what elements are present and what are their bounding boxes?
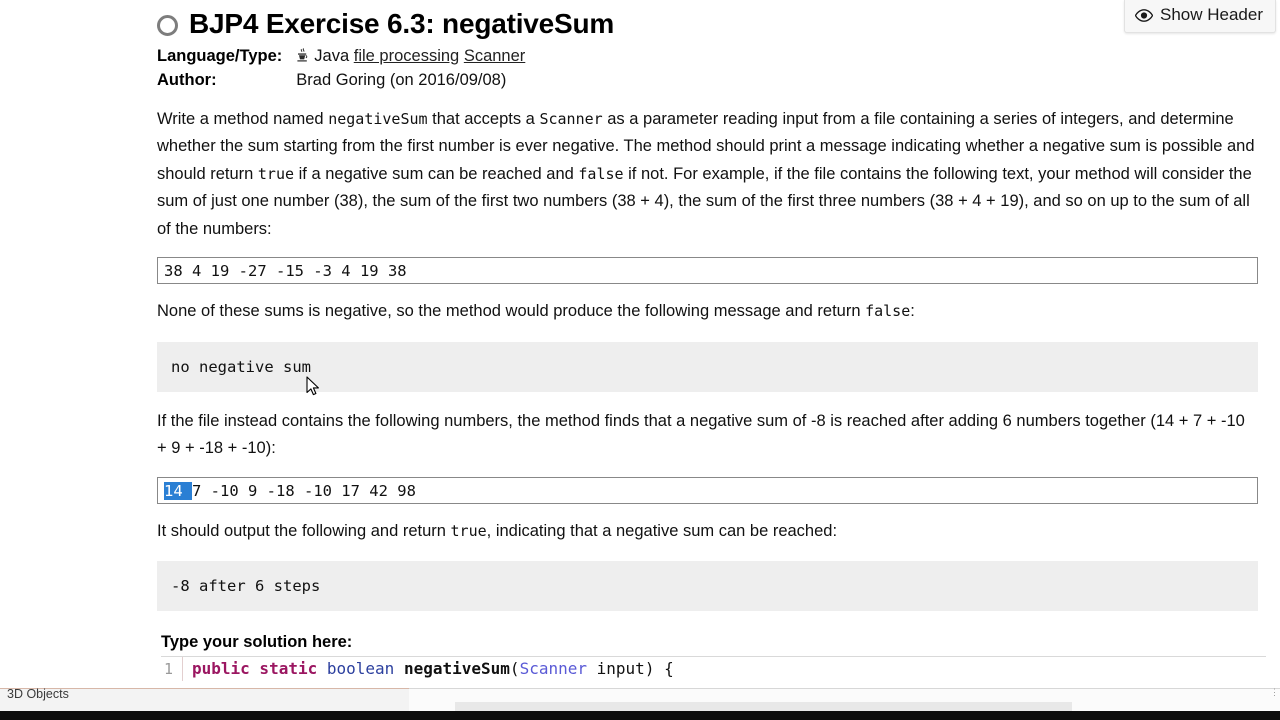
code-paren-open: ( xyxy=(509,659,520,679)
example-input-1-text: 38 4 19 -27 -15 -3 4 19 38 xyxy=(164,262,407,281)
selected-text-14: 14 xyxy=(164,481,192,500)
paragraph-1 xyxy=(157,106,1258,244)
paragraph-3: If the file instead contains the following numbers, the method finds that a negative sum of -8 is reached after adding 6 numbers together (14 + 7 + -10 + 9 + -18 + -10): xyxy=(157,411,1245,458)
p1-seg4: if a negative sum can be reached and xyxy=(294,164,579,183)
show-header-label: Show Header xyxy=(1159,5,1263,24)
p1-code-false: false xyxy=(578,164,624,183)
code-editor[interactable] xyxy=(161,656,1266,681)
p1-seg3: as a parameter reading input from a file containing a series of integers, and determine whether the sum starting from the first number is ever negative. The method should print a message indicating whether a negative sum is possible and should return xyxy=(157,109,1255,183)
language-type-value xyxy=(296,46,525,70)
author-value: Brad Goring (on 2016/09/08) xyxy=(296,70,507,89)
language-name: Java xyxy=(314,47,350,65)
exercise-metadata xyxy=(157,46,525,92)
code-line-1[interactable] xyxy=(161,657,1266,681)
taskbar[interactable] xyxy=(0,711,1280,720)
example-output-2-text: -8 after 6 steps xyxy=(171,577,321,596)
scrollbar-dots-icon[interactable]: ⋮ xyxy=(1270,687,1279,697)
p1-seg2: that accepts a xyxy=(427,109,540,128)
code-paren-close: ) { xyxy=(644,659,674,679)
page-title xyxy=(157,8,1258,40)
example-output-box-1 xyxy=(157,342,1258,392)
exercise-title-text: BJP4 Exercise 6.3: negativeSum xyxy=(189,8,615,39)
metadata-row-language xyxy=(157,46,525,70)
link-scanner[interactable]: Scanner xyxy=(463,47,526,65)
example-input-2-rest: 7 -10 9 -18 -10 17 42 98 xyxy=(192,481,416,500)
p1-seg1: Write a method named xyxy=(157,109,329,128)
java-cup-icon xyxy=(296,48,309,70)
metadata-row-author xyxy=(157,70,525,92)
example-output-box-2 xyxy=(157,561,1258,611)
code-param-input: input xyxy=(596,659,645,679)
p2-code-false: false xyxy=(865,302,911,321)
p1-code-negativesum: negativeSum xyxy=(328,109,428,128)
code-space-1 xyxy=(317,659,327,678)
example-input-box-2[interactable] xyxy=(157,477,1258,504)
example-output-1-text: no negative sum xyxy=(171,357,311,376)
explorer-folder-label: 3D Objects xyxy=(7,688,69,701)
example-input-box-1[interactable] xyxy=(157,257,1258,284)
desktop-bottom-strip xyxy=(0,688,1280,720)
show-header-button[interactable] xyxy=(1124,0,1276,33)
paragraph-4 xyxy=(157,518,1258,546)
p1-code-scanner: Scanner xyxy=(539,109,603,128)
code-class-scanner: Scanner xyxy=(519,659,587,679)
p1-seg5: if not. For example, if the file contains the following text, your method will consider the sum of just one number (38), the sum of the first two numbers (38 + 4), the sum of the first three numbers (38 + 4 + 19), and so on up to the sum of all of the numbers: xyxy=(157,164,1252,238)
p4-code-true: true xyxy=(450,521,487,540)
code-type-boolean: boolean xyxy=(326,659,395,679)
file-explorer-window-sliver[interactable] xyxy=(0,688,409,712)
code-space-3 xyxy=(587,659,597,678)
p4-seg1: It should output the following and return xyxy=(157,521,451,540)
p2-seg2: : xyxy=(910,302,915,321)
line-number-gutter: 1 xyxy=(161,657,183,681)
language-type-key: Language/Type: xyxy=(157,47,283,65)
solution-section-label: Type your solution here: xyxy=(161,633,353,652)
p4-seg2: , indicating that a negative sum can be reached: xyxy=(486,521,838,540)
p1-code-true: true xyxy=(257,164,295,183)
code-keyword-public-static: public static xyxy=(192,659,318,679)
background-window-sliver[interactable] xyxy=(409,688,1280,712)
paragraph-2 xyxy=(157,298,1258,326)
circle-outline-icon xyxy=(157,15,178,36)
code-line-1-text[interactable] xyxy=(183,657,674,681)
link-file-processing[interactable]: file processing xyxy=(353,47,460,65)
code-space-2 xyxy=(394,659,404,678)
eye-icon xyxy=(1135,9,1153,22)
author-key: Author: xyxy=(157,70,217,89)
code-method-name: negativeSum xyxy=(403,659,510,679)
p2-seg1: None of these sums is negative, so the method would produce the following message and return xyxy=(157,302,866,321)
